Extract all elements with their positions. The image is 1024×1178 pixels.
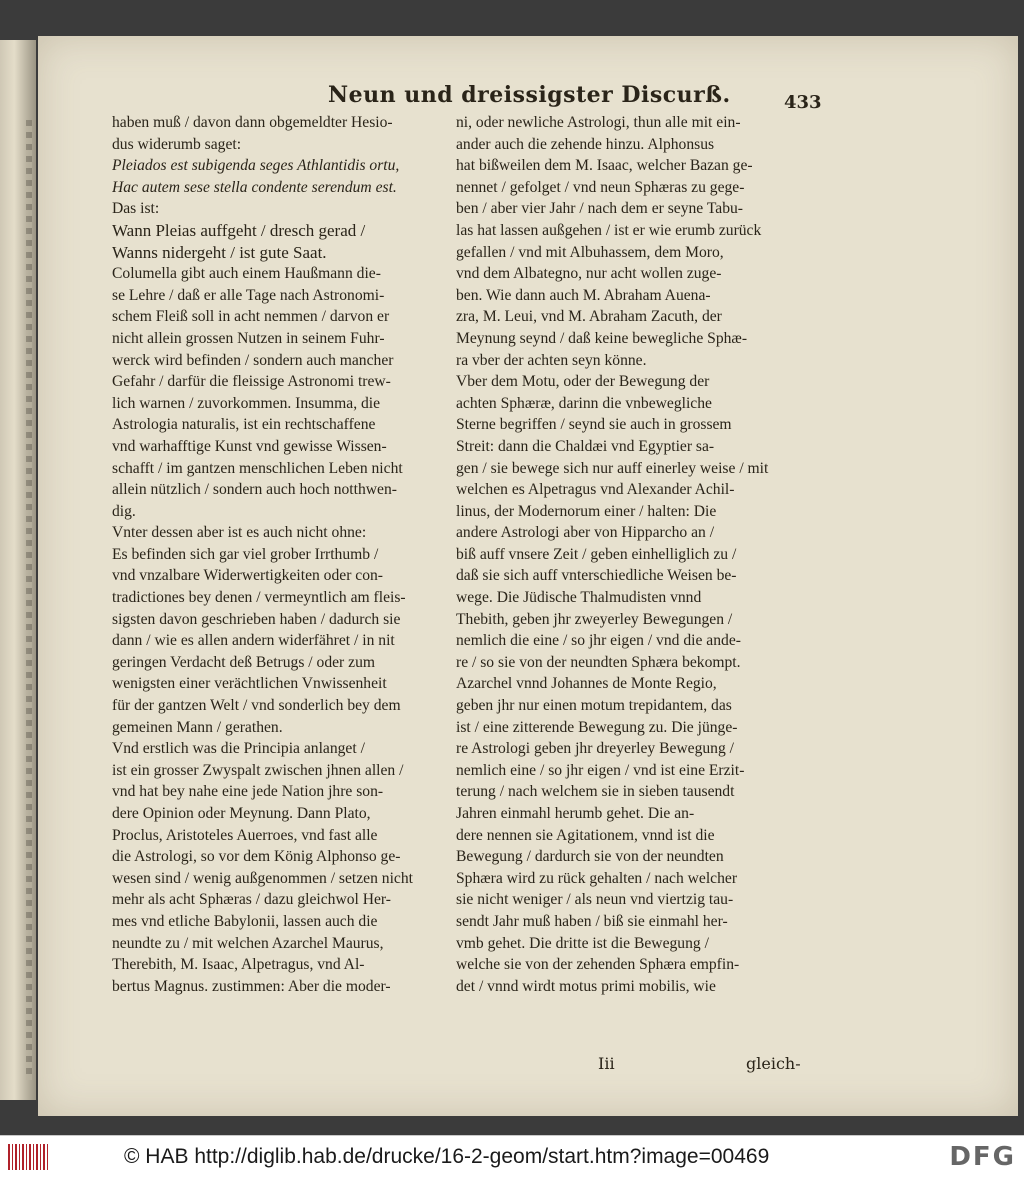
- text-line: dus widerumb saget:: [112, 135, 242, 153]
- text-line: Columella gibt auch einem Haußmann die-: [112, 265, 381, 283]
- text-line: werck wird befinden / sondern auch mancher: [112, 351, 394, 369]
- book-page: [38, 36, 1018, 1116]
- text-line: haben muß / davon dann obgemeldter Hesio-: [112, 114, 393, 131]
- text-line: Jahren einmahl herumb gehet. Die an-: [456, 805, 695, 822]
- page-number: 433: [784, 92, 822, 113]
- text-line: Proclus, Aristoteles Auerroes, vnd fast alle: [112, 826, 378, 844]
- text-line: sigsten davon geschrieben haben / dadurch sie: [112, 610, 401, 628]
- text-line: geringen Verdacht deß Betrugs / oder zum: [112, 653, 375, 671]
- previous-page-edge: [0, 40, 36, 1100]
- dfg-logo: DFG: [949, 1142, 1016, 1172]
- text-line: für der gantzen Welt / vnd sonderlich bey dem: [112, 697, 401, 715]
- left-column: [112, 112, 450, 997]
- text-line: Wanns nidergeht / ist gute Saat.: [112, 242, 327, 262]
- text-line: Therebith, M. Isaac, Alpetragus, vnd Al-: [112, 956, 365, 974]
- text-line: Pleiados est subigenda seges Athlantidis ortu,: [112, 157, 400, 175]
- text-line: vnd dem Albategno, nur acht wollen zuge-: [456, 265, 722, 283]
- text-line: ander auch die zehende hinzu. Alphonsus: [456, 135, 715, 153]
- text-line: lich warnen / zuvorkommen. Insumma, die: [112, 394, 381, 412]
- text-line: vmb gehet. Die dritte ist die Bewegung /: [456, 934, 709, 952]
- barcode-icon: [8, 1144, 48, 1170]
- text-line: nemlich eine / so jhr eigen / vnd ist eine Erzit-: [456, 761, 745, 779]
- text-line: dann / wie es allen andern widerfähret / in nit: [112, 632, 395, 650]
- text-line: ben. Wie dann auch M. Abraham Auena-: [456, 286, 711, 304]
- text-line: linus, der Modernorum einer / halten: Die: [456, 502, 717, 520]
- text-line: welche sie von der zehenden Sphæra empfin-: [456, 956, 740, 974]
- text-line: Das ist:: [112, 200, 160, 218]
- footer-bar: [0, 1135, 1024, 1178]
- source-credit[interactable]: © HAB http://diglib.hab.de/drucke/16-2-geom/start.htm?image=00469: [124, 1145, 770, 1168]
- text-line: mes vnd etliche Babylonii, lassen auch die: [112, 912, 378, 930]
- text-line: dere Opinion oder Meynung. Dann Plato,: [112, 805, 371, 822]
- text-line: achten Sphæræ, darinn die vnbewegliche: [456, 394, 712, 412]
- text-line: nennet / gefolget / vnd neun Sphæras zu gege-: [456, 178, 745, 196]
- text-line: vnd warhafftige Kunst vnd gewisse Wissen-: [112, 437, 387, 455]
- text-line: re Astrologi geben jhr dreyerley Bewegung /: [456, 740, 735, 758]
- text-line: ist / eine zitterende Bewegung zu. Die jünge-: [456, 718, 738, 736]
- text-line: sie nicht weniger / als neun vnd viertzig tau-: [456, 891, 734, 909]
- text-line: ben / aber vier Jahr / nach dem er seyne Tabu-: [456, 200, 743, 218]
- text-line: mehr als acht Sphæras / dazu gleichwol Her-: [112, 891, 391, 909]
- text-line: Meynung seynd / daß keine bewegliche Sphæ-: [456, 329, 748, 347]
- text-line: Sphæra wird zu rück gehalten / nach welcher: [456, 869, 738, 887]
- signature-mark: Iii: [598, 1054, 615, 1073]
- binding-strip: [26, 120, 32, 1080]
- text-line: dig.: [112, 502, 136, 520]
- text-line: hat bißweilen dem M. Isaac, welcher Bazan ge-: [456, 157, 753, 175]
- text-line: Vnter dessen aber ist es auch nicht ohne:: [112, 524, 367, 542]
- text-line: schem Fleiß soll in acht nemmen / darvon er: [112, 308, 390, 326]
- text-line: bertus Magnus. zustimmen: Aber die moder-: [112, 977, 391, 995]
- text-line: wenigsten einer verächtlichen Vnwissenheit: [112, 675, 387, 693]
- text-line: wesen sind / wenig außgenommen / setzen nicht: [112, 869, 413, 887]
- text-line: Vber dem Motu, oder der Bewegung der: [456, 373, 710, 391]
- text-line: Streit: dann die Chaldæi vnd Egyptier sa-: [456, 437, 715, 455]
- text-line: se Lehre / daß er alle Tage nach Astronomi-: [112, 286, 385, 304]
- text-line: gefallen / vnd mit Albuhassem, dem Moro,: [456, 243, 724, 261]
- text-line: Azarchel vnnd Johannes de Monte Regio,: [456, 675, 717, 693]
- text-line: dere nennen sie Agitationem, vnnd ist die: [456, 826, 715, 844]
- text-line: las hat lassen außgehen / ist er wie erumb zurück: [456, 221, 762, 239]
- text-line: Es befinden sich gar viel grober Irrthumb /: [112, 545, 379, 563]
- running-head: Neun und dreissigster Discurß.: [328, 82, 731, 108]
- catchword: gleich-: [746, 1054, 801, 1073]
- text-line: wege. Die Jüdische Thalmudisten vnnd: [456, 589, 702, 607]
- text-line: die Astrologi, so vor dem König Alphonso ge-: [112, 848, 401, 866]
- text-line: geben jhr nur einen motum trepidantem, das: [456, 697, 732, 715]
- text-line: daß sie sich auff vnterschiedliche Weisen be-: [456, 567, 737, 585]
- text-line: Bewegung / dardurch sie von der neundten: [456, 848, 724, 866]
- text-line: Sterne begriffen / seynd sie auch in grossem: [456, 416, 732, 434]
- text-line: schafft / im gantzen menschlichen Leben nicht: [112, 459, 403, 477]
- text-line: re / so sie von der neundten Sphæra bekompt.: [456, 653, 741, 671]
- right-column: [456, 112, 800, 997]
- text-line: vnd vnzalbare Widerwertigkeiten oder con-: [112, 567, 383, 585]
- text-line: Wann Pleias auffgeht / dresch gerad /: [112, 220, 366, 240]
- text-line: biß auff vnsere Zeit / geben einhelliglich zu /: [456, 545, 737, 563]
- text-line: nicht allein grossen Nutzen in seinem Fuhr-: [112, 329, 385, 347]
- text-line: vnd hat bey nahe eine jede Nation jhre son-: [112, 783, 384, 801]
- text-line: sendt Jahr muß haben / biß sie einmahl her-: [456, 912, 728, 930]
- text-line: terung / nach welchem sie in sieben tausendt: [456, 783, 735, 801]
- text-line: Thebith, geben jhr zweyerley Bewegungen /: [456, 610, 733, 628]
- text-line: ni, oder newliche Astrologi, thun alle mit ein-: [456, 114, 741, 131]
- text-line: Vnd erstlich was die Principia anlanget /: [112, 740, 365, 758]
- text-line: Astrologia naturalis, ist ein rechtschaffene: [112, 416, 376, 434]
- text-line: nemlich die eine / so jhr eigen / vnd die ande-: [456, 632, 741, 650]
- text-line: Hac autem sese stella condente serendum est.: [112, 178, 397, 196]
- text-line: ist ein grosser Zwyspalt zwischen jhnen allen /: [112, 761, 404, 779]
- text-line: det / vnnd wirdt motus primi mobilis, wie: [456, 977, 716, 995]
- text-line: gen / sie bewege sich nur auff einerley weise / mit: [456, 459, 769, 477]
- text-line: Gefahr / darfür die fleissige Astronomi trew-: [112, 373, 391, 391]
- text-line: welchen es Alpetragus vnd Alexander Achil-: [456, 481, 735, 499]
- text-line: andere Astrologi aber von Hipparcho an /: [456, 524, 715, 542]
- text-line: ra vber der achten seyn könne.: [456, 351, 647, 369]
- text-line: neundte zu / mit welchen Azarchel Maurus,: [112, 934, 384, 952]
- text-line: allein nützlich / sondern auch hoch notthwen-: [112, 481, 397, 499]
- text-line: tradictiones bey denen / vermeyntlich am fleis-: [112, 589, 406, 607]
- text-line: gemeinen Mann / gerathen.: [112, 718, 283, 736]
- page-text-block: [78, 82, 822, 1073]
- text-line: zra, M. Leui, vnd M. Abraham Zacuth, der: [456, 308, 722, 326]
